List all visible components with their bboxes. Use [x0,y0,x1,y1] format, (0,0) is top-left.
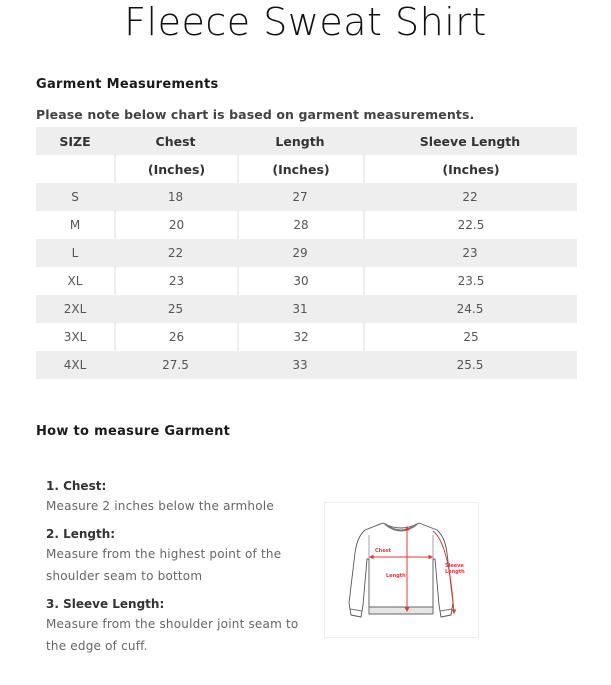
table-row [36,295,577,323]
sweatshirt-measurement-diagram [324,502,479,638]
cell-length: 30 [237,267,363,295]
cell-chest: 25 [167,302,184,316]
unit-length: (Inches) [237,155,363,183]
measure-label: 1. Chest: [46,479,107,493]
cell-size: L [71,246,79,260]
column-header-length: Length [275,133,325,149]
measure-description: Measure from the highest point of the shoulder seam to bottom [46,547,282,583]
cell-length: 29 [292,246,308,260]
how-to-measure-heading: How to measure Garment [36,424,231,439]
sleeve-diagram-label-line1: Sleeve [445,563,464,569]
table-row [36,211,577,239]
table-unit-row [36,155,577,183]
size-chart-table [36,127,577,379]
measure-label: 2. Length: [46,527,116,541]
page-title: Fleece Sweat Shirt [124,0,487,44]
measure-instructions [46,477,316,665]
table-row [36,183,577,211]
measure-item-sleeve-length [46,595,316,657]
cell-chest: 20 [114,211,237,239]
unit-chest: (Inches) [114,155,237,183]
cell-length: 27 [292,190,308,204]
table-row [36,351,577,379]
cell-sleeve-length: 22 [462,190,478,204]
cell-size: XL [36,267,114,295]
cell-length: 31 [292,302,308,316]
length-diagram-label: Length [386,573,406,579]
table-row [36,323,577,351]
measure-label: 3. Sleeve Length: [46,597,165,611]
cell-size: S [71,190,79,204]
cell-sleeve-length: 23 [462,246,478,260]
garment-measurements-heading: Garment Measurements [36,77,219,92]
cell-size: 2XL [63,302,87,316]
cell-chest: 23 [114,267,237,295]
chest-diagram-label: Chest [375,548,391,554]
cell-chest: 22 [167,246,184,260]
measure-description: Measure from the shoulder joint seam to the edge of cuff. [46,617,299,653]
measure-item-chest [46,477,316,517]
sweatshirt-illustration-icon [325,503,478,637]
chart-note: Please note below chart is based on garment measurements. [36,107,475,122]
table-header-row [36,127,577,155]
column-header-sleeve-length: Sleeve Length [419,133,521,149]
cell-sleeve-length: 25 [363,323,577,351]
cell-chest: 26 [114,323,237,351]
cell-length: 28 [237,211,363,239]
table-row [36,267,577,295]
cell-size: 4XL [63,358,87,372]
cell-size: M [36,211,114,239]
cell-sleeve-length: 25.5 [456,358,484,372]
sleeve-diagram-label-line2: Length [445,569,465,575]
measure-item-length [46,525,316,587]
cell-sleeve-length: 22.5 [363,211,577,239]
column-header-size: SIZE [59,133,91,149]
cell-sleeve-length: 23.5 [363,267,577,295]
unit-size [36,155,114,183]
cell-sleeve-length: 24.5 [456,302,484,316]
cell-chest: 18 [167,190,184,204]
cell-chest: 27.5 [162,358,189,372]
table-row [36,239,577,267]
cell-length: 32 [237,323,363,351]
cell-length: 33 [292,358,308,372]
column-header-chest: Chest [155,133,196,149]
cell-size: 3XL [36,323,114,351]
unit-sleeve-length: (Inches) [363,155,577,183]
measure-description: Measure 2 inches below the armhole [46,499,274,513]
